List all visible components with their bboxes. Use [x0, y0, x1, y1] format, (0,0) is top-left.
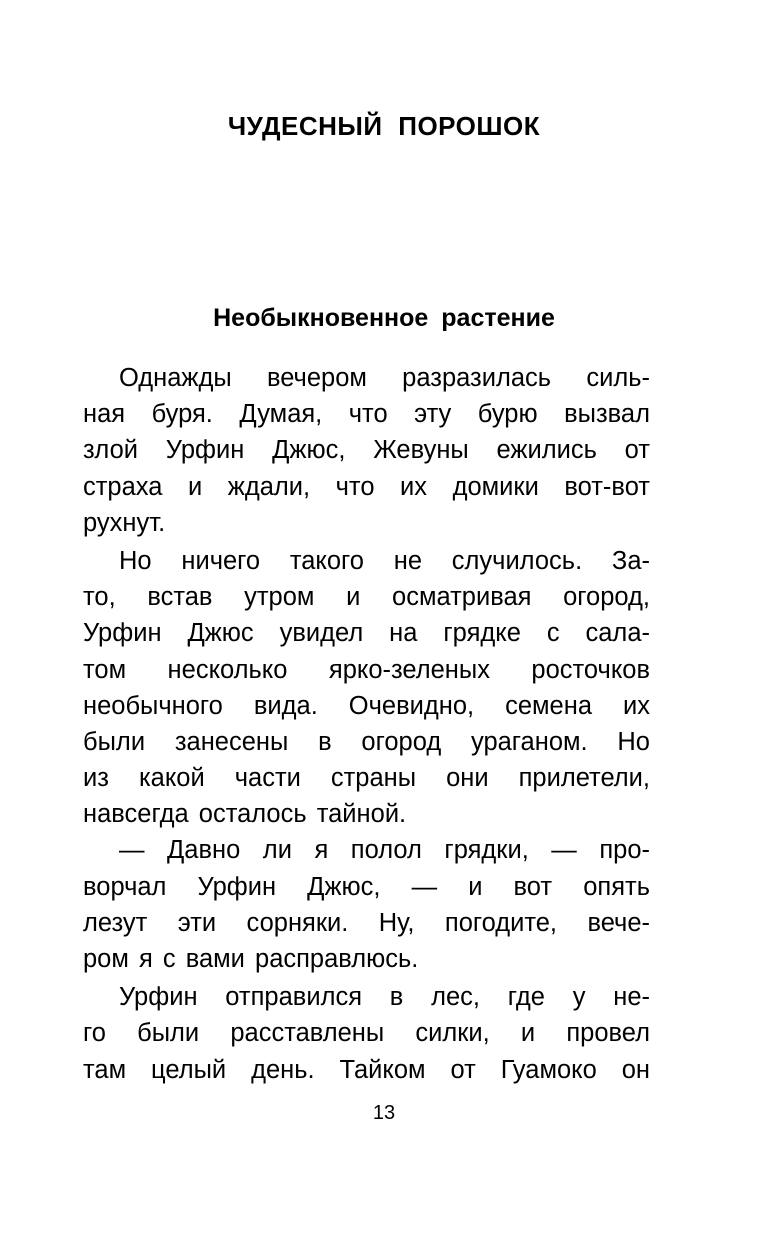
text-line: ром я с вами расправлюсь. [83, 945, 419, 973]
text-line: необычного вида. Очевидно, семена их [83, 691, 650, 720]
text-line: — Давно ли я полол грядки, — про- [119, 836, 650, 865]
text-line: том несколько ярко-зеленых росточков [83, 655, 650, 684]
text-line: то, встав утром и осматривая огород, [83, 583, 650, 612]
text-line: го были расставлены силки, и провел [83, 1019, 650, 1048]
text-line: Урфин Джюс увидел на грядке с сала- [83, 619, 650, 648]
text-line: злой Урфин Джюс, Жевуны ежились от [83, 436, 650, 465]
page-number: 13 [372, 1102, 396, 1124]
text-line: лезут эти сорняки. Ну, погодите, вече- [83, 908, 650, 937]
text-line: были занесены в огород ураганом. Но [83, 727, 650, 756]
text-line: страха и ждали, что их домики вот-вот [83, 472, 650, 501]
body-text [83, 360, 650, 1088]
text-line: рухнут. [83, 508, 166, 537]
text-line: там целый день. Тайком от Гуамоко он [83, 1055, 650, 1084]
text-line: Однажды вечером разразилась силь- [119, 364, 650, 392]
text-line: из какой части страны они прилетели, [83, 764, 650, 793]
text-line: ворчал Урфин Джюс, — и вот опять [83, 872, 650, 901]
text-line: Но ничего такого не случилось. За- [119, 546, 650, 575]
section-title: Необыкновенное растение [213, 304, 555, 332]
text-line: ная буря. Думая, что эту бурю вызвал [83, 400, 650, 429]
text-line: Урфин отправился в лес, где у не- [119, 983, 650, 1012]
chapter-title: ЧУДЕСНЫЙ ПОРОШОК [227, 111, 541, 141]
text-line: навсегда осталось тайной. [83, 800, 407, 829]
